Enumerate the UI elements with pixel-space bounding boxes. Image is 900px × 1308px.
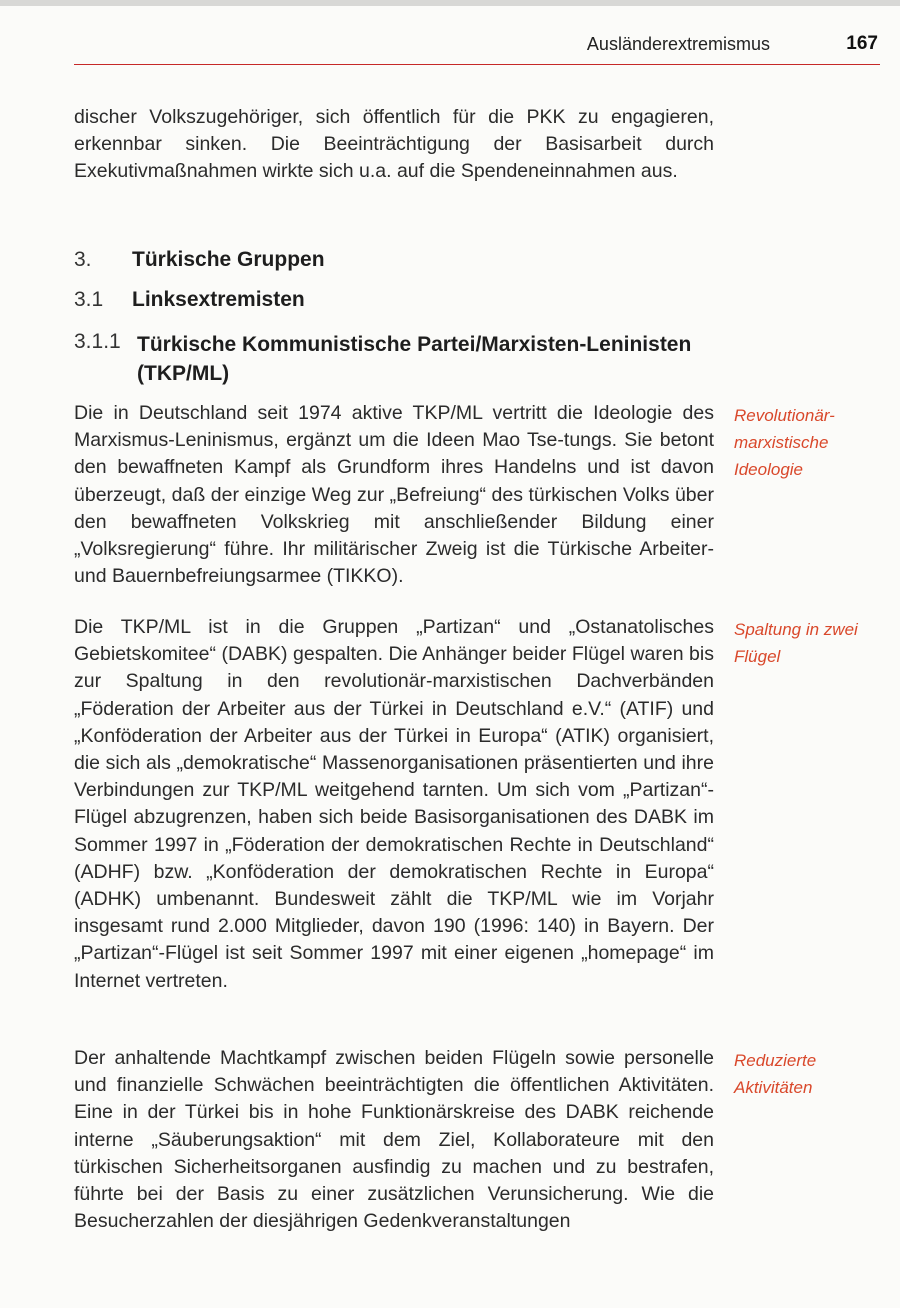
intro-paragraph: discher Volkszugehöriger, sich öffentlich für die PKK zu engagieren, erkennbar sinken. Die Beeinträchtigung der Basisarbeit durch Exekutivmaßnahmen wirkte sich u.a. auf die Spendeneinnahmen aus. bbox=[74, 106, 714, 183]
paragraph-split-block bbox=[74, 614, 714, 995]
paragraph-activities-block bbox=[74, 1045, 714, 1235]
paragraph-activities: Der anhaltende Machtkampf zwischen beiden Flügeln sowie personelle und finanzielle Schwächen beeinträchtigten die öffentlichen Aktivitäten. Eine in der Türkei bis in hohe Funktionärskreise des DABK reichende interne „Säuberungsaktion“ mit dem Ziel, Kollaborateure mit den türkischen Sicherheitsorganen ausfindig zu machen und zu bestrafen, führte bei der Basis zu einer zusätzlichen Verunsicherung. Wie die Besucherzahlen der diesjährigen Gedenkveranstaltungen bbox=[74, 1047, 714, 1233]
margin-note-ideology: Revolutionär-marxistische Ideologie bbox=[734, 406, 835, 480]
heading-title: Linksextremisten bbox=[132, 288, 305, 311]
page-number: 167 bbox=[846, 33, 878, 54]
heading-section-3 bbox=[74, 248, 325, 272]
heading-section-3-1-1 bbox=[74, 330, 737, 388]
intro-paragraph-block bbox=[74, 104, 714, 186]
heading-section-3-1 bbox=[74, 288, 305, 312]
heading-number: 3.1.1 bbox=[74, 330, 121, 353]
heading-title: Türkische Gruppen bbox=[132, 248, 325, 271]
paragraph-ideology: Die in Deutschland seit 1974 aktive TKP/ML vertritt die Ideologie des Marxismus-Leninismus, ergänzt um die Ideen Mao Tse-tungs. Sie betont den bewaffneten Kampf als Grundform ihres Handelns und ist davon überzeugt, daß der einzige Weg zur „Befreiung“ des türkischen Volks über den bewaffneten Volkskrieg mit anschließender Bildung einer „Volksregierung“ führe. Ihr militärischer Zweig ist die Türkische Arbeiter- und Bauernbefreiungsarmee (TIKKO). bbox=[74, 402, 714, 588]
margin-note-split: Spaltung in zwei Flügel bbox=[734, 620, 858, 667]
running-header bbox=[74, 30, 880, 65]
margin-note-activities: Reduzierte Aktivitäten bbox=[734, 1051, 817, 1098]
heading-number: 3. bbox=[74, 248, 92, 271]
heading-number: 3.1 bbox=[74, 288, 104, 311]
paragraph-ideology-block bbox=[74, 400, 714, 590]
paragraph-split: Die TKP/ML ist in die Gruppen „Partizan“ und „Ostanatolisches Gebietskomitee“ (DABK) gespalten. Die Anhänger beider Flügel waren bis zur Spaltung in den revolutionär-marxistischen Dachverbänden „Föderation der Arbeiter aus der Türkei in Deutschland e.V.“ (ATIF) und „Konföderation der Arbeiter aus der Türkei in Europa“ (ATIK) organisiert, die sich als „demokratische“ Massenorganisationen präsentierten und ihre Verbindungen zur TKP/ML weitgehend tarnten. Um sich vom „Partizan“-Flügel abzugrenzen, haben sich beide Basisorganisationen des DABK im Sommer 1997 in „Föderation der demokratischen Rechte in Deutschland“ (ADHF) bzw. „Konföderation der demokratischen Rechte in Europa“ (ADHK) umbenannt. Bundesweit zählt die TKP/ML wie im Vorjahr insgesamt rund 2.000 Mitglieder, davon 190 (1996: 140) in Bayern. Der „Partizan“-Flügel ist seit Sommer 1997 mit einer eigenen „homepage“ im Internet vertreten. bbox=[74, 616, 714, 992]
running-header-title: Ausländerextremismus bbox=[586, 34, 770, 54]
heading-title: Türkische Kommunistische Partei/Marxisten-Leninisten (TKP/ML) bbox=[137, 333, 692, 385]
page-top-edge bbox=[0, 0, 900, 6]
